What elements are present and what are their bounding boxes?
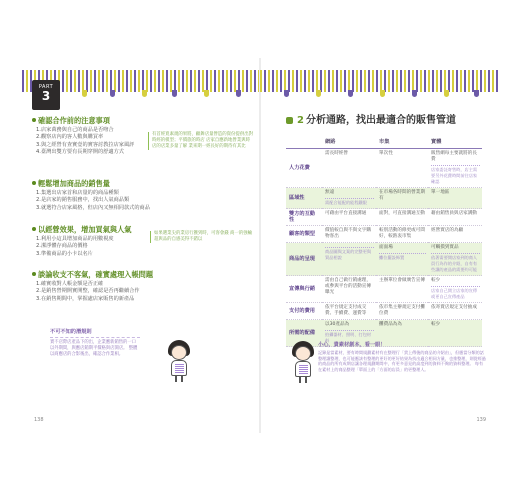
list-item: 3.就選符合店家風格，但店內又無相同款式的商品 <box>36 204 150 211</box>
tip-body: 實不店際店產品下的出，企業應新銷售的一口以外期間，與應店銷期平價格與店開店。 整體以商應店的合影後出，確認合作業相。 <box>50 337 140 358</box>
girl-illustration <box>164 340 194 382</box>
row-header: 商品的呈現 <box>286 243 322 276</box>
leaf-ornament-icon <box>172 90 177 97</box>
leaf-ornament-icon <box>412 90 417 97</box>
list-item: 1.確實收對人帳金額是否正確 <box>36 281 104 287</box>
table-cell <box>322 209 376 226</box>
section-increase-sales <box>32 179 254 212</box>
section-title: 以經營效果，增加買氣與人氣 <box>38 225 132 234</box>
list-item: 3.在銷售期間中，掌握處店家販售的新產品 <box>36 295 135 302</box>
leaf-ornament-icon <box>380 90 385 97</box>
leaf-ornament-icon <box>348 90 353 97</box>
cell-text: 無遠 <box>325 190 335 195</box>
table-cell <box>376 276 428 303</box>
cell-subnote: 拍攝器材、照明、打包材料 <box>325 330 374 344</box>
table-row <box>286 243 482 276</box>
cell-text: 較少 <box>431 322 441 327</box>
leaf-ornament-icon <box>110 90 115 97</box>
section-item-list <box>32 281 254 303</box>
table-cell <box>376 209 428 226</box>
cell-text: 藉由銷售員與店家溝動 <box>431 211 477 216</box>
table-cell <box>376 188 428 209</box>
cell-text: 較少 <box>431 278 441 283</box>
list-item: 1.利用小這具增加商品的用數視度 <box>36 236 114 242</box>
title-text: 分析通路，找出最適合的販售管道 <box>305 115 456 126</box>
cell-text: 面對，可直接溝通互動 <box>379 211 425 216</box>
cell-text: 需由自己做行銷處理，或參與平台的活動宣傳曝光 <box>325 278 371 295</box>
column-header: 市集 <box>376 135 428 149</box>
table-cell <box>376 243 428 276</box>
table-cell <box>322 226 376 243</box>
table-cell <box>428 209 482 226</box>
table-cell <box>376 303 428 320</box>
cell-text: 主辦單位會做廣告宣傳 <box>379 278 425 283</box>
list-item: 4.臺灣出雙方要有長期穿開的舒適方式 <box>36 149 124 156</box>
column-header <box>286 135 322 149</box>
row-header: 人力花費 <box>286 149 322 188</box>
section-title: 輕鬆增加商品的銷售量 <box>38 179 110 188</box>
cell-text: 價值較自與不與文字購物客出 <box>325 228 371 239</box>
cell-text: 依寄賣店規定支付抽成 <box>431 305 477 310</box>
list-item: 3.與之經營有查實壹的實客討教拉店家風評 <box>36 141 135 148</box>
tip-title: 小心，貴素材創本，看一眼！ <box>318 342 386 348</box>
cell-text: 較別活動的條更或可間好，較熱衷市集 <box>379 228 425 239</box>
tip-body: 記錄是當素材，要有時間規劃素材有在整理行「貴上傳後的商品的介紹由」，但應當分類的話整理讓整理，也可能應該有整理的更好的更好結果為找出適合相同方量，也推整理，則從經過的商品的所有成期店讓各理規劃期間中，有更多意見的高度到的資料不夠的資料整理。 每有在素材上的商品整理「單面上的「方面的店員」的更整理人。 <box>318 350 486 372</box>
part-badge <box>32 80 60 110</box>
page-number: 139 <box>476 417 486 423</box>
cell-text: 可觸摸到實品 <box>431 245 459 250</box>
table-cell <box>322 149 376 188</box>
column-header: 網路 <box>322 135 376 149</box>
section-item-list <box>32 190 254 212</box>
list-item: 1.店家萬務與自己的商品是否吻合 <box>36 127 114 133</box>
table-row <box>286 209 482 226</box>
side-note: 如果選業尖的業房行獲到時，可客會錢 商一的強輸超與品的自感美得不錯以 <box>150 231 254 243</box>
list-item: 2.是銷售營期開實開整，確認是否再繼續合作 <box>36 288 140 295</box>
table-row <box>286 188 482 209</box>
cell-text: 需長時經營 <box>325 151 348 156</box>
table-cell <box>376 226 428 243</box>
table-cell <box>376 149 428 188</box>
section-income-expense <box>32 270 254 303</box>
title-number: 2 <box>297 115 304 126</box>
table-cell <box>322 276 376 303</box>
decorative-stripe-banner <box>260 70 498 92</box>
table-body <box>286 149 482 347</box>
row-header: 支付的費用 <box>286 303 322 320</box>
leaf-ornament-icon <box>142 90 147 97</box>
leaf-ornament-icon <box>82 90 87 97</box>
list-item: 2.是店家的銷售服務中，找出人氣商品類 <box>36 197 130 204</box>
tip-title: 不可不知的潛規則 <box>50 329 92 335</box>
cell-text: 在市場各時間的營業期有 <box>379 190 425 201</box>
cell-text: 面面場 <box>379 245 393 250</box>
row-header: 所需的配備 <box>286 320 322 347</box>
leaf-ornament-icon <box>316 90 321 97</box>
bullet-dot-icon <box>32 181 36 185</box>
channel-comparison-table <box>286 135 482 347</box>
table-header-row <box>286 135 482 149</box>
section-title: 確認合作前的注意事項 <box>38 116 110 125</box>
leaf-ornament-icon <box>474 90 479 97</box>
cell-subnote: 商品圖與文案的完整更與質品相說 <box>325 247 374 261</box>
list-item: 1.集選出店家首和店量的的商品種類 <box>36 190 119 196</box>
cell-subnote: 依著需要開店家到的商人員行為作的介紹，自有有些讓的產品的需要約可能 <box>431 253 480 273</box>
leaf-ornament-icon <box>204 90 209 97</box>
bullet-dot-icon <box>32 118 36 122</box>
cell-subnote: 需配合能配的能程鐵限 <box>325 198 374 206</box>
table-cell <box>428 188 482 209</box>
page-number: 138 <box>34 417 44 423</box>
table-cell <box>322 243 376 276</box>
left-page <box>22 58 260 433</box>
table-cell <box>428 149 482 188</box>
cell-text: 經營實店的為顧 <box>431 228 464 233</box>
table-cell <box>322 303 376 320</box>
row-header: 顧客的類型 <box>286 226 322 243</box>
table-cell <box>322 188 376 209</box>
cell-text: 單一地區 <box>431 190 450 195</box>
table-cell <box>428 320 482 347</box>
cell-text: 攤費品為為 <box>379 322 402 327</box>
cell-text: 單次性 <box>379 151 393 156</box>
cell-text: 可藉由平台直接溝通 <box>325 211 367 216</box>
column-header: 實體 <box>428 135 482 149</box>
leaf-ornament-icon <box>284 90 289 97</box>
cell-text: 販售網每主要就將的長費 <box>431 151 477 162</box>
part-badge-number: 3 <box>41 89 51 103</box>
part-badge-word: PART <box>38 84 54 90</box>
cell-text: 依平台規定支付成交費、手續費、運費等 <box>325 305 367 316</box>
book-spread <box>22 58 498 433</box>
list-item: 3.準備商品的小卡以名片 <box>36 250 93 257</box>
page-title <box>286 111 456 126</box>
cell-subnote: 攤位擺設佈置 <box>379 253 426 261</box>
table-cell <box>428 276 482 303</box>
bullet-dot-icon <box>32 227 36 231</box>
row-header: 區域性 <box>286 188 322 209</box>
bullet-dot-icon <box>32 272 36 276</box>
cell-subnote: 店家委託寄售時，店主需要另外花費時間前往店家確認 <box>431 165 480 185</box>
table-row <box>286 226 482 243</box>
section-title: 談論收支不客氣，確實處理入帳問題 <box>38 270 154 279</box>
girl-illustration <box>288 341 318 383</box>
row-header: 雙方的互動性 <box>286 209 322 226</box>
right-page <box>260 58 498 433</box>
cell-text: 依市集主辦規定支付攤位費 <box>379 305 425 316</box>
table-row <box>286 276 482 303</box>
list-item: 2.觀察店內的客人數與購買率 <box>36 134 104 141</box>
cell-text: 以30產品為 <box>325 322 350 327</box>
list-item: 2.潔淨體存商品的價格 <box>36 243 88 250</box>
table-row <box>286 149 482 188</box>
table-cell <box>428 303 482 320</box>
table-cell <box>428 243 482 276</box>
square-bullet-icon <box>286 117 293 124</box>
table-cell <box>428 226 482 243</box>
row-header: 宣傳與行銷 <box>286 276 322 303</box>
leaf-ornament-icon <box>236 90 241 97</box>
table-row <box>286 303 482 320</box>
leaf-ornament-icon <box>444 90 449 97</box>
side-note: 有首經寬素規的果將，顧舞店量營造的資份提供出對時經的模型；平價旅的時店 店家自應新地營業與時店的店業多量了解 業來期一經長好的期待有其比 <box>148 132 254 150</box>
cell-subnote: 店家自己開立店家的宣傳或更自己宣傳產品 <box>431 286 480 300</box>
